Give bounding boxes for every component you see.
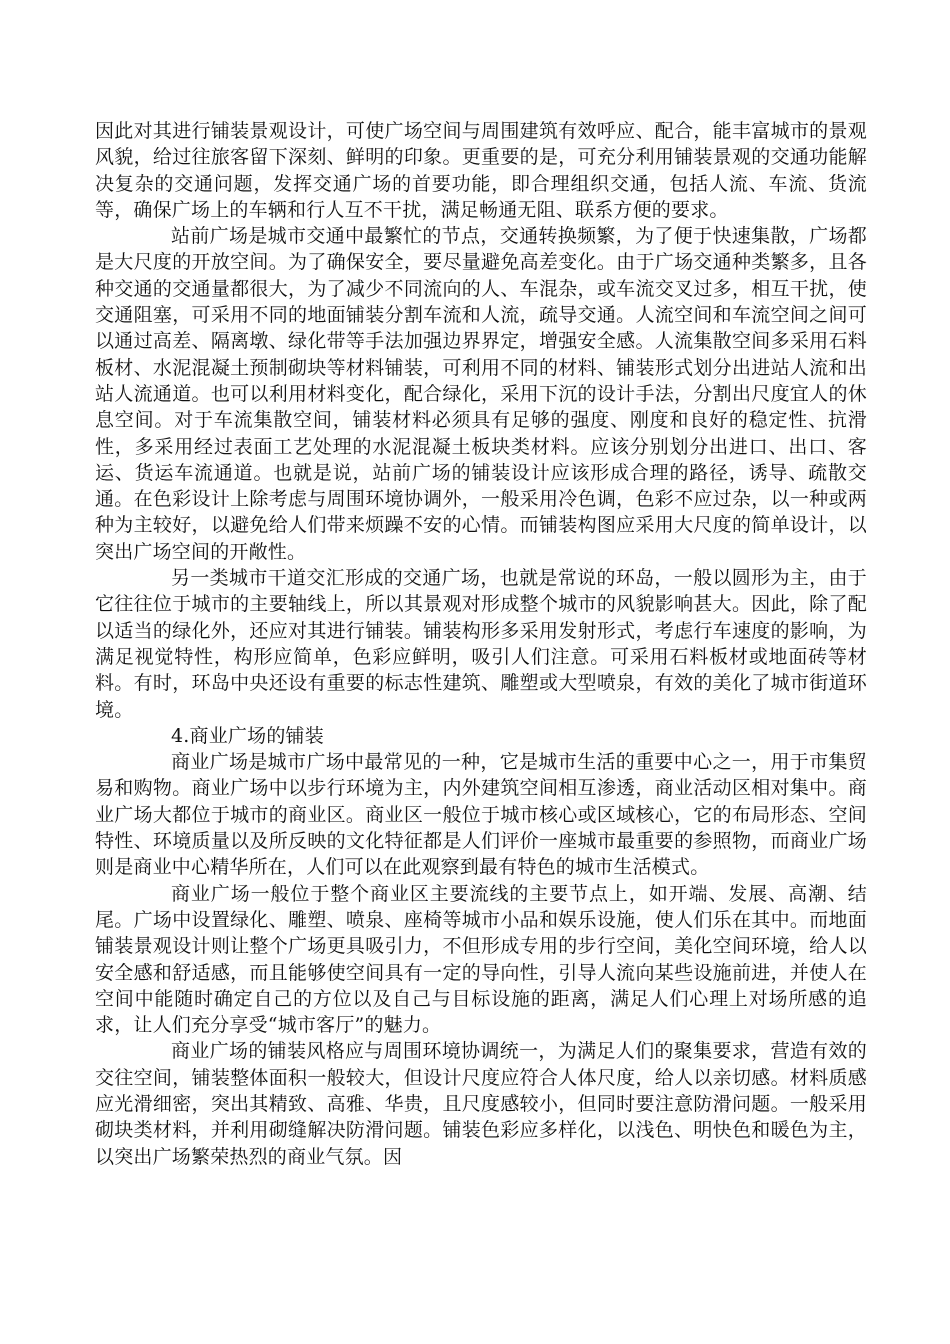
- paragraph-station-plaza: 站前广场是城市交通中最繁忙的节点，交通转换频繁，为了便于快速集散，广场都是大尺度的开放空间。为了确保安全，要尽量避免高差变化。由于广场交通种类繁多，且各种交通的交通量都很大，为了减少不同流向的人、车混杂，或车流交叉过多，相互干扰，使交通阻塞，可采用不同的地面铺装分割车流和人流，疏导交通。人流空间和车流空间之间可以通过高差、隔离墩、绿化带等手法加强边界界定，增强安全感。人流集散空间多采用石料板材、水泥混凝土预制砌块等材料铺装，可利用不同的材料、铺装形式划分出进站人流和出站人流通道。也可以利用材料变化，配合绿化，采用下沉的设计手法，分割出尺度宜人的休息空间。对于车流集散空间，铺装材料必须具有足够的强度、刚度和良好的稳定性、抗滑性，多采用经过表面工艺处理的水泥混凝土板块类材料。应该分别划分出进口、出口、客运、货运车流通道。也就是说，站前广场的铺装设计应该形成合理的路径，诱导、疏散交通。在色彩设计上除考虑与周围环境协调外，一般采用冷色调，色彩不应过杂，以一种或两种为主较好，以避免给人们带来烦躁不安的心情。而铺装构图应采用大尺度的简单设计，以突出广场空间的开敞性。: [95, 225, 867, 563]
- paragraph-commercial-style: 商业广场的铺装风格应与周围环境协调统一，为满足人们的聚集要求，营造有效的交往空间，铺装整体面积一般较大，但设计尺度应符合人体尺度，给人以亲切感。材料质感应光滑细密，突出其精致、高雅、华贵，且尺度感较小，但同时要注意防滑问题。一般采用砌块类材料，并利用砌缝解决防滑问题。铺装色彩应多样化，以浅色、明快色和暖色为主，以突出广场繁荣热烈的商业气氛。因: [95, 1040, 867, 1168]
- paragraph-commercial-intro: 商业广场是城市广场中最常见的一种，它是城市生活的重要中心之一，用于市集贸易和购物。商业广场中以步行环境为主，内外建筑空间相互渗透，商业活动区相对集中。商业广场大都位于城市的商业区。商业区一般位于城市核心或区域核心，它的布局形态、空间特性、环境质量以及所反映的文化特征都是人们评价一座城市最重要的参照物，而商业广场则是商业中心精华所在，人们可以在此观察到最有特色的城市生活模式。: [95, 751, 867, 879]
- section-heading-commercial-plaza: 4.商业广场的铺装: [171, 724, 324, 747]
- document-body: [95, 118, 867, 1170]
- paragraph-roundabout: 另一类城市干道交汇形成的交通广场，也就是常说的环岛，一般以圆形为主，由于它往往位于城市的主要轴线上，所以其景观对形成整个城市的风貌影响甚大。因此，除了配以适当的绿化外，还应对其进行铺装。铺装构形多采用发射形式，考虑行车速度的影响，为满足视觉特性，构形应简单，色彩应鲜明，吸引人们注意。可采用石料板材或地面砖等材料。有时，环岛中央还设有重要的标志性建筑、雕塑或大型喷泉，有效的美化了城市街道环境。: [95, 567, 867, 721]
- paragraph-intro-continuation: 因此对其进行铺装景观设计，可使广场空间与周围建筑有效呼应、配合，能丰富城市的景观风貌，给过往旅客留下深刻、鲜明的印象。更重要的是，可充分利用铺装景观的交通功能解决复杂的交通问题，发挥交通广场的首要功能，即合理组织交通，包括人流、车流、货流等，确保广场上的车辆和行人互不干扰，满足畅通无阻、联系方便的要求。: [95, 120, 867, 221]
- paragraph-commercial-location: 商业广场一般位于整个商业区主要流线的主要节点上，如开端、发展、高潮、结尾。广场中设置绿化、雕塑、喷泉、座椅等城市小品和娱乐设施，使人们乐在其中。而地面铺装景观设计则让整个广场更具吸引力，不但形成专用的步行空间，美化空间环境，给人以安全感和舒适感，而且能够使空间具有一定的导向性，引导人流向某些设施前进，并使人在空间中能随时确定自己的方位以及自己与目标设施的距离，满足人们心理上对场所感的追求，让人们充分享受“城市客厅”的魅力。: [95, 882, 867, 1037]
